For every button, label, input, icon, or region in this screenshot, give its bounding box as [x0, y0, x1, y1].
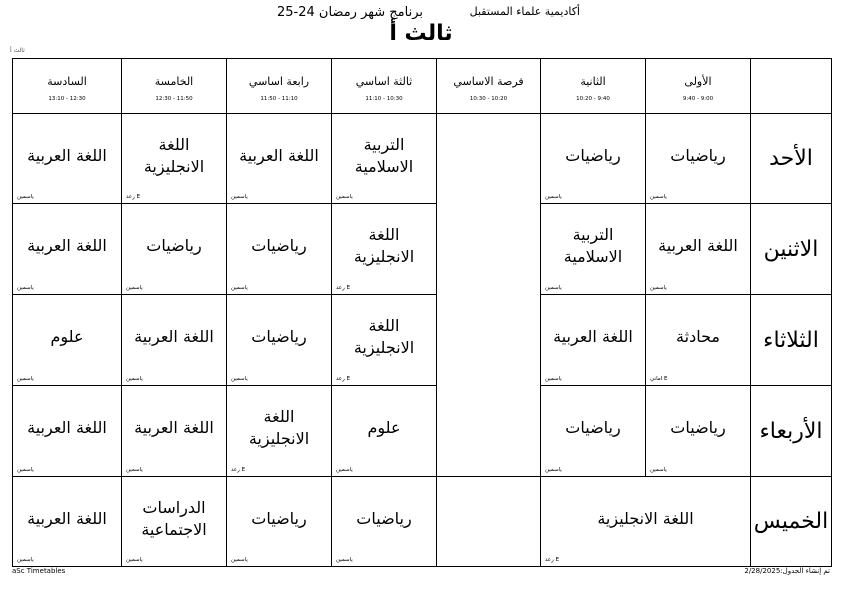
teacher: E رعد	[126, 194, 141, 200]
subject: اللغة العربية	[239, 145, 319, 165]
lesson-cell	[227, 114, 332, 204]
teacher: ياسمين	[336, 467, 353, 473]
lesson-cell	[541, 295, 646, 386]
footer-software: aSc Timetables	[12, 567, 66, 575]
lesson-cell	[122, 477, 227, 567]
subject: اللغة العربية	[27, 508, 107, 528]
subject: اللغة العربية	[27, 418, 107, 437]
subject: اللغة العربية	[134, 327, 214, 346]
subject: محادثة	[676, 327, 720, 346]
subject: رياضيات	[670, 418, 726, 437]
lesson-cell	[13, 386, 122, 477]
lesson-cell	[646, 386, 751, 477]
lesson-cell	[541, 114, 646, 204]
teacher: E رعد	[231, 467, 246, 473]
subject: رياضيات	[670, 145, 726, 165]
day-label: الاثنين	[751, 204, 832, 295]
subject: التربية الاسلامية	[354, 134, 414, 176]
lesson-cell	[332, 477, 437, 567]
lesson-cell	[122, 295, 227, 386]
break-cell	[437, 114, 541, 477]
teacher: E رعد	[336, 376, 351, 382]
lesson-cell	[332, 114, 437, 204]
lesson-cell	[13, 114, 122, 204]
subject: اللغة العربية	[27, 145, 107, 165]
teacher: ياسمين	[126, 467, 143, 473]
day-row	[13, 386, 832, 477]
lesson-cell-double	[541, 477, 751, 567]
period-header: السادسة 12:30 - 13:10	[13, 59, 122, 114]
subject: اللغة الانجليزية	[143, 134, 205, 176]
lesson-cell	[13, 477, 122, 567]
day-row	[13, 295, 832, 386]
teacher: ياسمين	[650, 285, 667, 291]
program-title: برنامج شهر رمضان 24-25	[277, 5, 423, 20]
day-label: الخميس	[751, 477, 832, 567]
corner-cell	[751, 59, 832, 114]
teacher: E رعد	[545, 557, 560, 563]
day-row	[13, 114, 832, 204]
teacher: ياسمين	[17, 285, 34, 291]
subject: رياضيات	[146, 236, 202, 255]
teacher: ياسمين	[545, 467, 562, 473]
subject: اللغة الانجليزية	[248, 407, 310, 448]
lesson-cell	[646, 295, 751, 386]
subject: اللغة العربية	[27, 236, 107, 255]
subject: اللغة العربية	[134, 418, 214, 437]
teacher: ياسمين	[231, 285, 248, 291]
subject: الدراسات الاجتماعية	[141, 497, 207, 539]
teacher: ياسمين	[231, 376, 248, 382]
lesson-cell	[122, 386, 227, 477]
period-header: ثالثة اساسي 10:30 - 11:10	[332, 59, 437, 114]
subject: رياضيات	[565, 145, 621, 165]
teacher: ياسمين	[126, 376, 143, 382]
class-title: ثالث أ	[389, 21, 453, 46]
lesson-cell	[541, 386, 646, 477]
subject: رياضيات	[356, 508, 412, 528]
subject: رياضيات	[251, 236, 307, 255]
day-label: الأربعاء	[751, 386, 832, 477]
teacher: ياسمين	[650, 467, 667, 473]
teacher: ياسمين	[17, 467, 34, 473]
timetable	[12, 58, 832, 567]
teacher: ياسمين	[231, 194, 248, 200]
lesson-cell	[13, 204, 122, 295]
periods-header-row	[13, 59, 832, 114]
lesson-cell	[227, 477, 332, 567]
subject: اللغة الانجليزية	[353, 316, 415, 357]
teacher: ياسمين	[545, 194, 562, 200]
teacher: ياسمين	[126, 285, 143, 291]
lesson-cell	[332, 295, 437, 386]
teacher: ياسمين	[336, 194, 353, 200]
teacher: ياسمين	[545, 285, 562, 291]
teacher: E اماني	[650, 376, 668, 382]
footer-created-date: تم إنشاء الجدول:2/28/2025	[744, 567, 830, 575]
teacher: ياسمين	[231, 557, 248, 563]
subject: التربية الاسلامية	[563, 225, 623, 266]
lesson-cell	[227, 295, 332, 386]
lesson-cell	[13, 295, 122, 386]
lesson-cell	[227, 204, 332, 295]
teacher: ياسمين	[17, 376, 34, 382]
class-label-small: ثالث أ	[10, 47, 25, 54]
teacher: ياسمين	[17, 194, 34, 200]
lesson-cell	[332, 204, 437, 295]
period-header: فرصة الاساسي 10:20 - 10:30	[437, 59, 541, 114]
subject: اللغة الانجليزية	[353, 225, 415, 266]
teacher: ياسمين	[650, 194, 667, 200]
lesson-cell	[332, 386, 437, 477]
teacher: ياسمين	[545, 376, 562, 382]
school-name: أكاديمية علماء المستقبل	[469, 5, 580, 18]
subject: علوم	[50, 327, 84, 346]
subject: رياضيات	[251, 327, 307, 346]
lesson-cell	[541, 204, 646, 295]
day-row	[13, 204, 832, 295]
empty-cell	[437, 477, 541, 567]
day-label: الثلاثاء	[751, 295, 832, 386]
lesson-cell	[646, 114, 751, 204]
subject: اللغة الانجليزية	[597, 508, 694, 528]
day-label: الأحد	[751, 114, 832, 204]
subject: اللغة العربية	[553, 327, 633, 346]
subject: رياضيات	[565, 418, 621, 437]
period-header: الثانية 9:40 - 10:20	[541, 59, 646, 114]
day-row	[13, 477, 832, 567]
subject: اللغة العربية	[658, 236, 738, 255]
period-header: رابعة اساسي 11:10 - 11:50	[227, 59, 332, 114]
lesson-cell	[122, 204, 227, 295]
lesson-cell	[122, 114, 227, 204]
subject: علوم	[367, 418, 401, 437]
lesson-cell	[227, 386, 332, 477]
teacher: ياسمين	[336, 557, 353, 563]
teacher: ياسمين	[126, 557, 143, 563]
lesson-cell	[646, 204, 751, 295]
subject: رياضيات	[251, 508, 307, 528]
teacher: E رعد	[336, 285, 351, 291]
teacher: ياسمين	[17, 557, 34, 563]
period-header: الأولى 9:00 - 9:40	[646, 59, 751, 114]
period-header: الخامسة 11:50 - 12:30	[122, 59, 227, 114]
